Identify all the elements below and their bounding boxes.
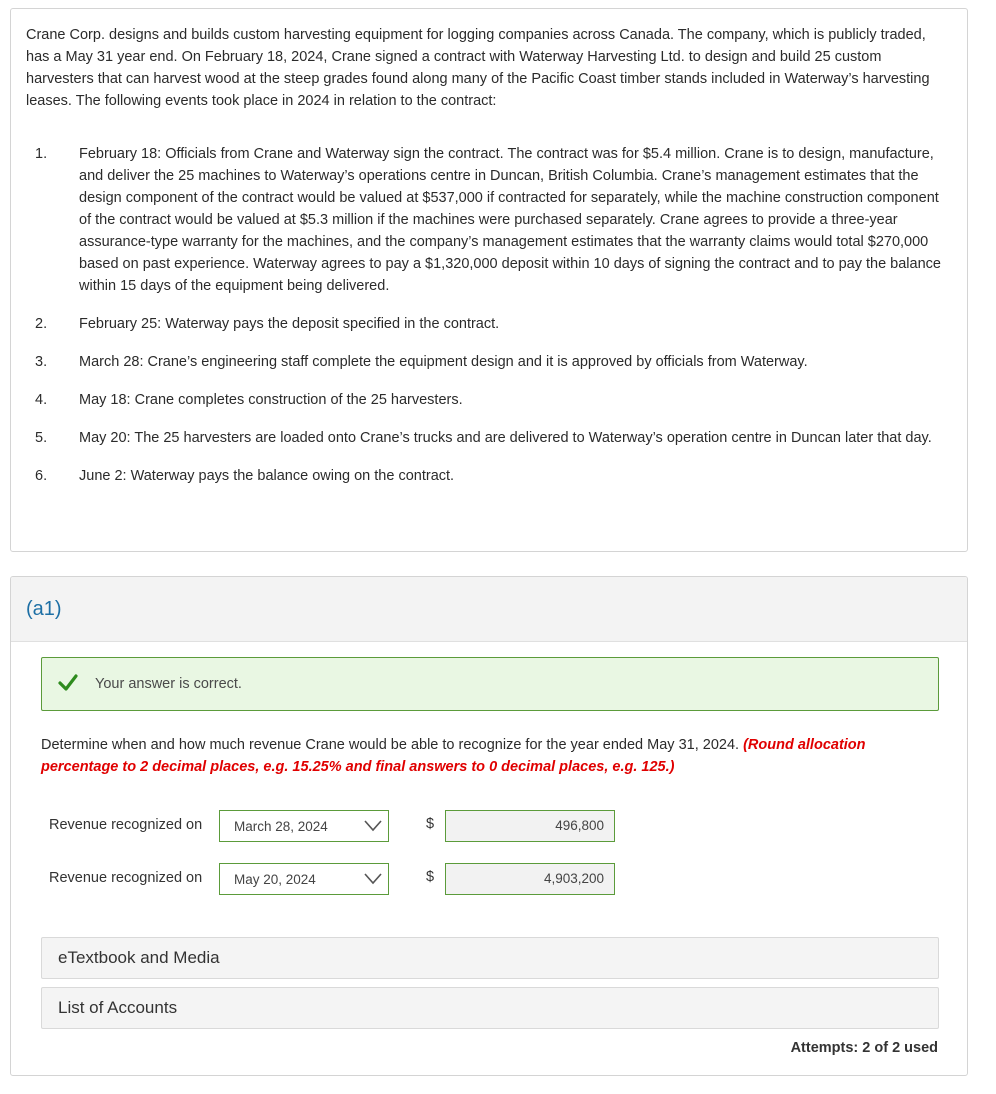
currency-symbol: $: [426, 816, 435, 832]
row-label: Revenue recognized on: [49, 870, 203, 886]
question-text: Determine when and how much revenue Crane would be able to recognize for the year ended May 31, 2024. (Round allocation percentage to 2 decimal places, e.g. 15.25% and final answers to 0 decimal places, e.g. 125.): [41, 737, 866, 775]
correct-feedback-banner: [41, 657, 939, 711]
question-part-card: [10, 576, 968, 1076]
chevron-down-icon: [364, 873, 382, 885]
etextbook-media-link[interactable]: eTextbook and Media: [41, 937, 939, 979]
list-item: 2. February 25: Waterway pays the deposit specified in the contract.: [35, 316, 500, 332]
list-item: 4. May 18: Crane completes construction of the 25 harvesters.: [35, 392, 463, 408]
revenue-row: [49, 810, 929, 844]
part-header: [11, 577, 967, 642]
revenue-row: [49, 863, 929, 897]
list-of-accounts-link[interactable]: List of Accounts: [41, 987, 939, 1029]
amount-field[interactable]: 4,903,200: [445, 863, 615, 895]
list-item: 6. June 2: Waterway pays the balance owing on the contract.: [35, 468, 455, 484]
date-select[interactable]: May 20, 2024: [219, 863, 389, 895]
list-item: 5. May 20: The 25 harvesters are loaded onto Crane’s trucks and are delivered to Waterway’s operation centre in Duncan later that day.: [35, 430, 932, 446]
attempts-counter: Attempts: 2 of 2 used: [790, 1040, 938, 1056]
problem-card: [10, 8, 968, 552]
problem-intro: Crane Corp. designs and builds custom harvesting equipment for logging companies across Canada. The company, which is publicly traded, has a May 31 year end. On February 18, 2024, Crane signed a contract with Waterway Harvesting Ltd. to design and build 25 custom harvesters that can harvest wood at the steep grades found along many of the Pacific Coast timber stands included in Waterway’s harvesting leases. The following events took place in 2024 in relation to the contract:: [26, 27, 930, 109]
date-select[interactable]: March 28, 2024: [219, 810, 389, 842]
currency-symbol: $: [426, 869, 435, 885]
chevron-down-icon: [364, 820, 382, 832]
part-label: (a1): [26, 598, 62, 620]
rounding-instruction: (Round allocation percentage to 2 decimal places, e.g. 15.25% and final answers to 0 decimal places, e.g. 125.): [41, 737, 866, 775]
list-item: 3. March 28: Crane’s engineering staff complete the equipment design and it is approved by officials from Waterway.: [35, 354, 808, 370]
list-item: 1. February 18: Officials from Crane and Waterway sign the contract. The contract was for $5.4 million. Crane is to design, manufacture, and deliver the 25 machines to Waterway’s operations centre in Duncan, British Columbia. Crane’s management estimates that the design component of the contract would be valued at $537,000 if contracted for separately, while the machine construction component of the contract would be valued at $5.3 million if the machines were purchased separately. Crane agrees to provide a three-year assurance-type warranty for the machines, and the company’s management estimates that the warranty claims would total $270,000 based on past experience. Waterway agrees to pay a $1,320,000 deposit within 10 days of signing the contract and to pay the balance within 15 days of the equipment being delivered.: [35, 146, 941, 294]
amount-field[interactable]: 496,800: [445, 810, 615, 842]
event-list: [11, 143, 969, 503]
check-icon: [58, 674, 78, 692]
feedback-text: Your answer is correct.: [95, 676, 242, 692]
row-label: Revenue recognized on: [49, 817, 203, 833]
